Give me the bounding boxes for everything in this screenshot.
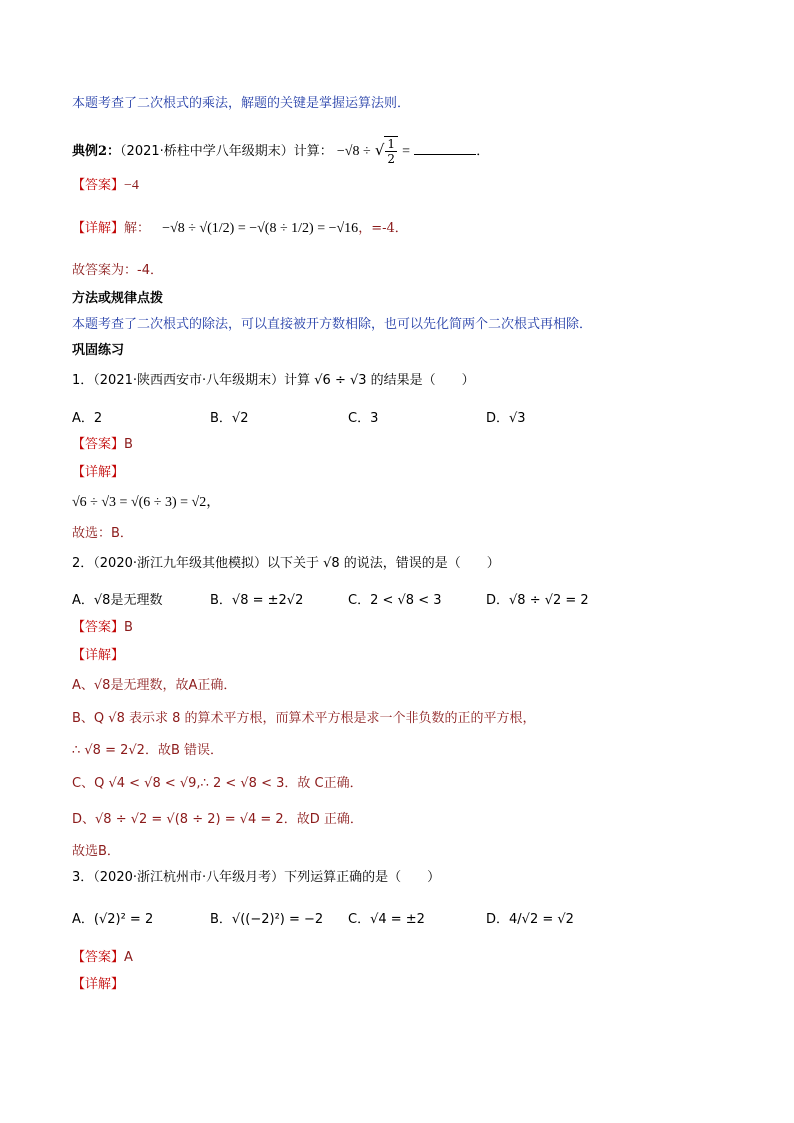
q2-option-c[interactable]: C．2 < √8 < 3	[348, 593, 442, 608]
q3-answer	[72, 949, 133, 967]
q2-answer-label: 【答案】	[72, 620, 125, 635]
q2-detail-line-e: D、√8 ÷ √2 = √(8 ÷ 2) = √4 = 2．故D 正确．	[72, 812, 363, 827]
answer-label: 【答案】	[72, 178, 125, 193]
q1-answer-label: 【答案】	[72, 437, 125, 452]
example2-frac-num: 1	[387, 137, 396, 151]
q3-answer-value: A	[124, 950, 133, 965]
example2-detail	[72, 220, 408, 238]
method-title: 方法或规律点拨	[72, 291, 164, 306]
q1-stem: 1．（2021·陕西西安市·八年级期末）计算 √6 ÷ √3 的结果是（ ）	[72, 373, 475, 388]
example2-answer	[72, 177, 139, 195]
q2-answer-value: B	[124, 620, 133, 635]
example2-conclusion: 故答案为：-4．	[72, 263, 163, 278]
answer-blank[interactable]	[414, 142, 476, 155]
q3-answer-label: 【答案】	[72, 950, 125, 965]
q2-option-d[interactable]: D．√8 ÷ √2 = 2	[486, 593, 589, 608]
answer-value: −4	[124, 178, 139, 193]
example2-expr-lhs: −√8 ÷	[336, 144, 371, 159]
q3-option-d[interactable]: D．4/√2 = √2	[486, 912, 574, 927]
q1-option-d[interactable]: D．√3	[486, 411, 526, 426]
example2-line: 典例2：（2021·桥柱中学八年级期末）计算： −√8 ÷ √ $\frac{1}{2}$ = ．	[72, 137, 490, 166]
example2-source: （2021·桥柱中学八年级期末）计算：	[120, 144, 333, 159]
q2-stem: 2．（2020·浙江九年级其他模拟）以下关于 √8 的说法，错误的是（ ）	[72, 556, 500, 571]
q1-option-b[interactable]: B．√2	[210, 411, 249, 426]
q3-detail-label: 【详解】	[72, 977, 125, 992]
q1-option-c[interactable]: C．3	[348, 411, 379, 426]
detail-expr: −√8 ÷ √(1/2) = −√(8 ÷ 1/2) = −√16	[162, 221, 359, 236]
q1-answer-value: B	[124, 437, 133, 452]
q2-detail-label: 【详解】	[72, 648, 125, 663]
q2-detail-line-c: ∴ √8 = 2√2．故B 错误．	[72, 743, 223, 758]
q2-detail-line-b: B、Q √8 表示求 8 的算术平方根，而算术平方根是求一个非负数的正的平方根，	[72, 711, 536, 726]
practice-title: 巩固练习	[72, 343, 125, 358]
example2-frac-den: 2	[387, 152, 396, 166]
intro-note: 本题考查了二次根式的乘法，解题的关键是掌握运算法则．	[72, 96, 411, 111]
detail-label: 【详解】	[72, 221, 125, 236]
q3-option-a[interactable]: A．(√2)² = 2	[72, 912, 154, 927]
q1-option-a[interactable]: A．2	[72, 411, 103, 426]
q1-detail-label: 【详解】	[72, 465, 125, 480]
example2-eq: =	[402, 144, 411, 159]
detail-text: 解：	[124, 221, 151, 236]
q1-conclusion: 故选：B．	[72, 526, 133, 541]
detail-result: ，=-4．	[358, 221, 408, 236]
q1-work: √6 ÷ √3 = √(6 ÷ 3) = √2，	[72, 495, 221, 510]
q2-conclusion: 故选B．	[72, 844, 120, 859]
q1-answer	[72, 436, 133, 454]
q3-stem: 3．（2020·浙江杭州市·八年级月考）下列运算正确的是（ ）	[72, 870, 441, 885]
q2-detail-line-d: C、Q √4 < √8 < √9,∴ 2 < √8 < 3．故 C正确．	[72, 776, 363, 791]
q2-option-b[interactable]: B．√8 = ±2√2	[210, 593, 304, 608]
q2-option-a[interactable]: A．√8是无理数	[72, 593, 163, 608]
q2-detail-line-a: A、√8是无理数，故A正确．	[72, 678, 237, 693]
example2-end: ．	[476, 144, 490, 159]
q2-answer	[72, 619, 133, 637]
q3-option-b[interactable]: B．√((−2)²) = −2	[210, 912, 324, 927]
example2-label: 典例2：	[72, 144, 121, 159]
method-text: 本题考查了二次根式的除法，可以直接被开方数相除，也可以先化简两个二次根式再相除．	[72, 317, 593, 332]
q3-option-c[interactable]: C．√4 = ±2	[348, 912, 425, 927]
